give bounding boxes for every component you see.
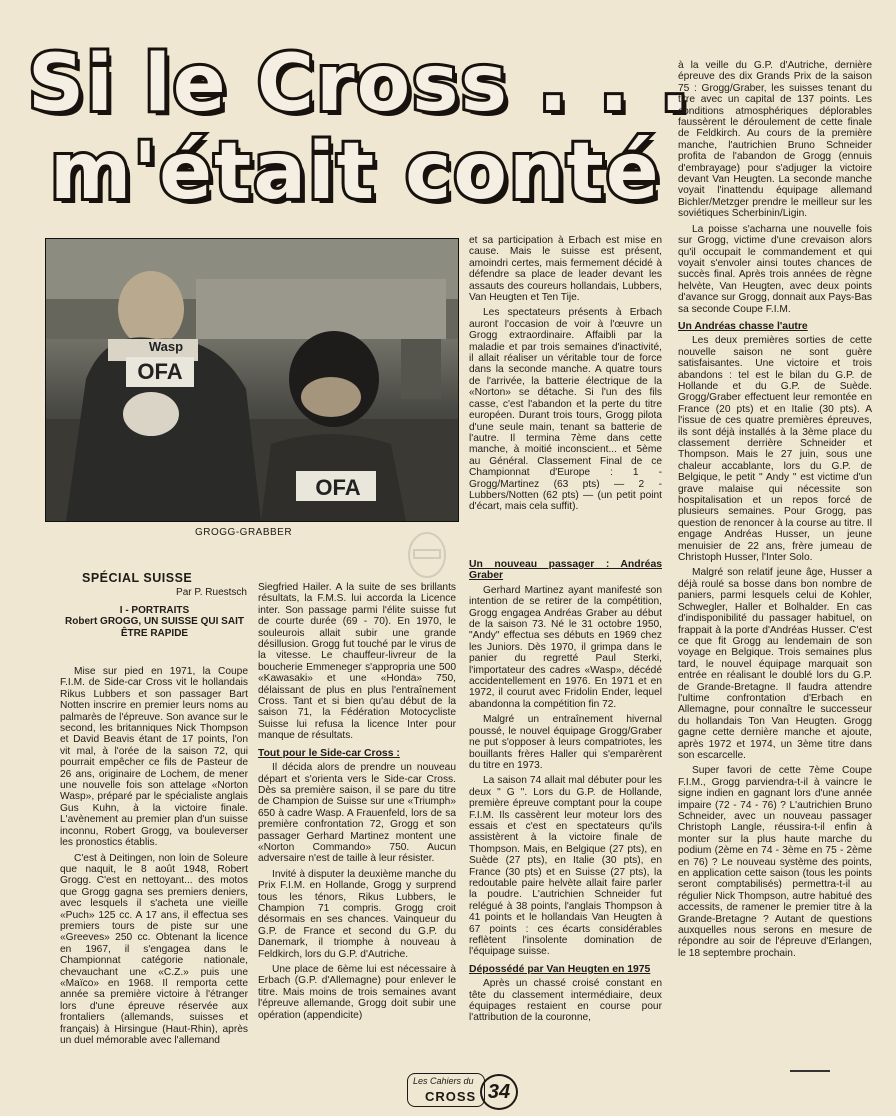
subheading: Dépossédé par Van Heugten en 1975: [469, 963, 651, 975]
paragraph: La poisse s'acharna une nouvelle fois sur Grogg, victime d'une crevaison alors qu'il occupait le commandement et qui voyait s'envoler ainsi toutes chances de succès final. Après trois années de règne helvète, Van Heugten, avec deux points d'avance sur Grogg, donnait aux Pays-Bas sa seconde Coupe F.I.M.: [678, 223, 872, 315]
paragraph: Invité à disputer la deuxième manche du Prix F.I.M. en Hollande, Grogg y surprend tous les ténors, Rikus Lubbers, le Champion 71 compris. Grogg croit désormais en ses chances. Vainqueur du G.P. de France et second du G.P. du Danemark, il triomphe à nouveau à Feldkirch, lors du G.P. d'Autriche.: [258, 868, 456, 960]
subheading: Un nouveau passager : Andréas Graber: [469, 559, 662, 582]
race-photo: [45, 238, 459, 522]
paragraph: Après un chassé croisé constant en tête du classement intermédiaire, deux équipages restaient en course pour l'attribution de la couronne,: [469, 978, 662, 1024]
paragraph: à la veille du G.P. d'Autriche, dernière épreuve des dix Grands Prix de la saison 75 : Grogg/Graber, les suisses tenant du titre avec un capital de 137 points. Les conditions atmosphériques déplorables faussèrent le déroulement de cette finale de Feldkirch. Au cours de la première manche, l'autrichien Bruno Schneider profita de l'abandon de Grogg (ennuis d'embrayage) pour s'adjuger la victoire devant Van Heugten. La seconde manche voyait l'inattendu équipage allemand Bichler/Metzger prendre le meilleur sur les soviétiques Scherbinin/Ligin.: [678, 60, 872, 220]
column-3-bottom: [469, 553, 662, 1028]
jersey-text-right: OFA: [315, 475, 361, 500]
page-number: 34: [480, 1074, 518, 1110]
paragraph: Malgré son relatif jeune âge, Husser a déjà roulé sa bosse dans bon nombre de paniers, parmi lesquels celui de Kohler, Schwegler, Haller et Bolhalder. En cas d'indisponibilité du passager habituel, on frappait à la porte d'Andréas Husser. C'est ce que fit Grogg au lendemain de son voyage en Belgique. Trois semaines plus tard, le nouvel équipage marquait son entrée en réalisant le doublé lors du G.P. de Grande-Bretagne. Il faudra attendre l'ultime confrontation d'Erbach en Allemagne, pour connaître le successeur du hollandais Ton Van Heugten. Grogg gagne cette dernière manche et ajoute, après 1972 et 1974, un 3ème titre dans son escarcelle.: [678, 567, 872, 761]
logo-line-1: Les Cahiers du: [413, 1076, 474, 1086]
end-rule: [790, 1070, 830, 1072]
column-2: [258, 582, 456, 1025]
headline-line-1: Si le Cross . . .: [28, 39, 692, 129]
paragraph: Siegfried Hailer. A la suite de ses brillants résultats, la F.M.S. lui accorda la Licence inter. Son passage parmi l'élite suisse fut de courte durée (69 - 70). En 1970, le souleurois allait subir une grande désillusion. Grogg fut touché par le virus de la vitesse. Le chauffeur-livreur de la boucherie Emmeneger s'appropria une 500 «Kawasaki» et une «Honda» 750, délaissant de plus en plus l'entraînement Cross. Tant et si bien qu'au début de la saison 71, la Fédération Motocycliste Suisse lui refusa la licence Inter pour manque de résultats.: [258, 582, 456, 742]
column-1: [60, 666, 248, 1050]
paragraph: Une place de 6ème lui est nécessaire à Erbach (G.P. d'Allemagne) pour enlever le titre. Mais moins de trois semaines avant l'épreuve allemande, Grogg doit subir une opération (appendicite): [258, 964, 456, 1021]
paragraph: Mise sur pied en 1971, la Coupe F.I.M. de Side-car Cross vit le hollandais Rikus Lubbers et son passager Bart Notten inscrire en premier leurs noms au palmarès de l'épreuve. Son avance sur le second, les britanniques Nick Thompson et David Beavis étant de 17 points, l'on vit mal, à l'orée de la saison 72, qui pourrait empêcher ce fils de Pasteur de 26 ans, originaire de Lochem, de mener une nouvelle fois son attelage «Norton Wasp», préparé par le spécialiste anglais Gus Kuhn, à la victoire finale. L'avènement au premier plan d'un suisse inconnu, Robert Grogg, va bouleverser les pronostics établis.: [60, 666, 248, 849]
column-3-top: [469, 235, 662, 517]
special-header: [62, 573, 247, 640]
paragraph: et sa participation à Erbach est mise en cause. Mais le suisse est présent, amoindri certes, mais fermement décidé à défendre sa place de leader devant les assauts des coureurs hollandais, Lubbers, Van Heugten et Ten Tije.: [469, 235, 662, 304]
section-title: SPÉCIAL SUISSE: [82, 571, 193, 585]
paragraph: Malgré un entraînement hivernal poussé, le nouvel équipage Grogg/Graber ne put s'opposer à leurs compatriotes, les bouillants frères Haller qui s'emparèrent du titre en 1973.: [469, 714, 662, 771]
paragraph: C'est à Deitingen, non loin de Soleure que naquit, le 8 août 1948, Robert Grogg. C'est en nettoyant... des motos que Grogg gagna ses premiers deniers, avec lesquels il s'acheta une vieille «Puch» 125 cc. A 17 ans, il effectua ses premiers tours de piste sur une «Greeves» 250 cc. Obtenant la licence en 1967, il s'engagea dans le Championnat catégorie nationale, chevauchant une «C.Z.» puis une «Maïco» en 1968. Il remporta cette année sa première victoire à l'étranger lors d'une épreuve réservée aux frontaliers (allemands, suisses et français) à Hirsingue (Haut-Rhin), après un duel mémorable avec l'allemand: [60, 852, 248, 1046]
paragraph: Il décida alors de prendre un nouveau départ et s'orienta vers le Side-car Cross. Dès sa première saison, il se pare du titre de Champion de Suisse sur une «Triumph» 650 à cadre Wasp. A Frauenfeld, lors de sa première confrontation 72, Grogg et son passager Gerhard Martinez montent une «Norton Commando» 750. Aucun adversaire n'est de taille à leur résister.: [258, 762, 456, 865]
paragraph: Super favori de cette 7ème Coupe F.I.M., Grogg parviendra-t-il à vaincre le signe indien en gagnant lors d'une année impaire (72 - 74 - 76) ? L'autrichien Bruno Schneider, avec un nouveau passager Christoph Langle, réussira-t-il enfin à monter sur la plus haute marche du podium (2ème en 74 - 3ème en 75 - 2ème en 76) ? Le nouveau système des points, en application cette saison (tous les points seront comptabilisés) permettra-t-il au régulier Nick Thompson, autre habitué des accessits, de ramener le premier titre à la Grande-Bretagne ? Autant de questions auxquelles nous serons en mesure de répondre au soir de l'épreuve d'Erlangen, le 18 septembre prochain.: [678, 765, 872, 959]
jersey-text-left: OFA: [137, 359, 183, 384]
subheading: Un Andréas chasse l'autre: [678, 320, 808, 332]
column-4: [678, 60, 872, 963]
paragraph: La saison 74 allait mal débuter pour les deux " G ". Lors du G.P. de Hollande, première épreuve comptant pour la coupe F.I.M. Ils cassèrent leur moteur lors des essais et c'est en spectateurs qu'ils assistèrent à la victoire finale de Thompson. Mais, en Belgique (27 pts), en Suède (27 pts), en Italie (30 pts), en France (30 pts) et en Suisse (27 pts), la redoutable paire helvète allait faire parler la poudre. L'autrichien Schneider fut relégué à 38 points, l'anglais Thompson à 41 points et le hollandais Van Heugten à 67 points : ces écarts considérables reflètent l'insolente domination de l'équipage suisse.: [469, 775, 662, 958]
jersey-brand: Wasp: [148, 339, 184, 354]
article-subtitle: Robert GROGG, UN SUISSE QUI SAIT ÊTRE RAPIDE: [65, 616, 244, 640]
photo-illustration: [46, 239, 458, 521]
magazine-logo: [407, 1073, 517, 1109]
subheading: Tout pour le Side-car Cross :: [258, 747, 400, 759]
headline: [20, 39, 692, 217]
paragraph: Gerhard Martinez ayant manifesté son intention de se retirer de la compétition, Grogg engagea Andréas Graber au début de la saison 73. Né le 31 octobre 1950, "Andy" effectua ses débuts en 1969 chez les Juniors. Dès 1970, il grimpa dans le panier du regretté Paul Sterki, l'importateur des cadres «Wasp», décédé accidentellement en 1976. En 1971 et en 1972, il courut avec Fridolin Ender, lequel abandonna la compétition fin 72.: [469, 584, 662, 710]
section-label: I - PORTRAITS: [119, 604, 190, 616]
logo-line-2: CROSS: [425, 1089, 477, 1104]
paragraph: Les spectateurs présents à Erbach auront l'occasion de voir à l'œuvre un Grogg extraordinaire. Affaibli par la maladie et par trois semaines d'inactivité, il allait réaliser un véritable tour de force dans la seconde manche. A quatre tours de l'arrivée, la batterie électrique de la «Norton» se détache. Si l'un des fils casse, c'est l'abandon et la perte du titre européen. Durant trois tours, Grogg pilota d'une seule main, tenant sa batterie de l'autre. Il termina 7ème dans cette manche, à moitié inconscient... et 5ème au Général. Classement Final de ce Championnat d'Europe : 1 - Grogg/Martinez (63 pts) — 2 - Lubbers/Notten (62 pts) — (un petit point d'écart, mais cela suffit).: [469, 307, 662, 513]
photo-caption: GROGG-GRABBER: [195, 527, 293, 538]
author: Par P. Ruestsch: [176, 587, 247, 599]
headline-line-2: m'était conté: [50, 127, 661, 217]
paragraph: Les deux premières sorties de cette nouvelle saison ne sont guère satisfaisantes. Une victoire et trois abandons : tel est le bilan du G.P. de Hollande et du G.P. de Suède. Grogg/Graber effectuent leur remontée en France (20 pts) et en Italie (30 pts). A l'issue de ces quatre premières épreuves, ils sont déjà installés à la 3ème place du classement derrière Schneider et Thompson. Mais le 27 juin, sous une chaleur accablante, lors du G.P. de Belgique, le petit " Andy " est victime d'un grave malaise qui nécessite son hospitalisation et un repos forcé de plusieurs semaines. Pour Grogg, pas question de renoncer à la course au titre. Il engage Andréas Husser, un jeune menuisier de 22 ans, frère jumeau de Christoph Husser, l'Inter Solo.: [678, 335, 872, 564]
